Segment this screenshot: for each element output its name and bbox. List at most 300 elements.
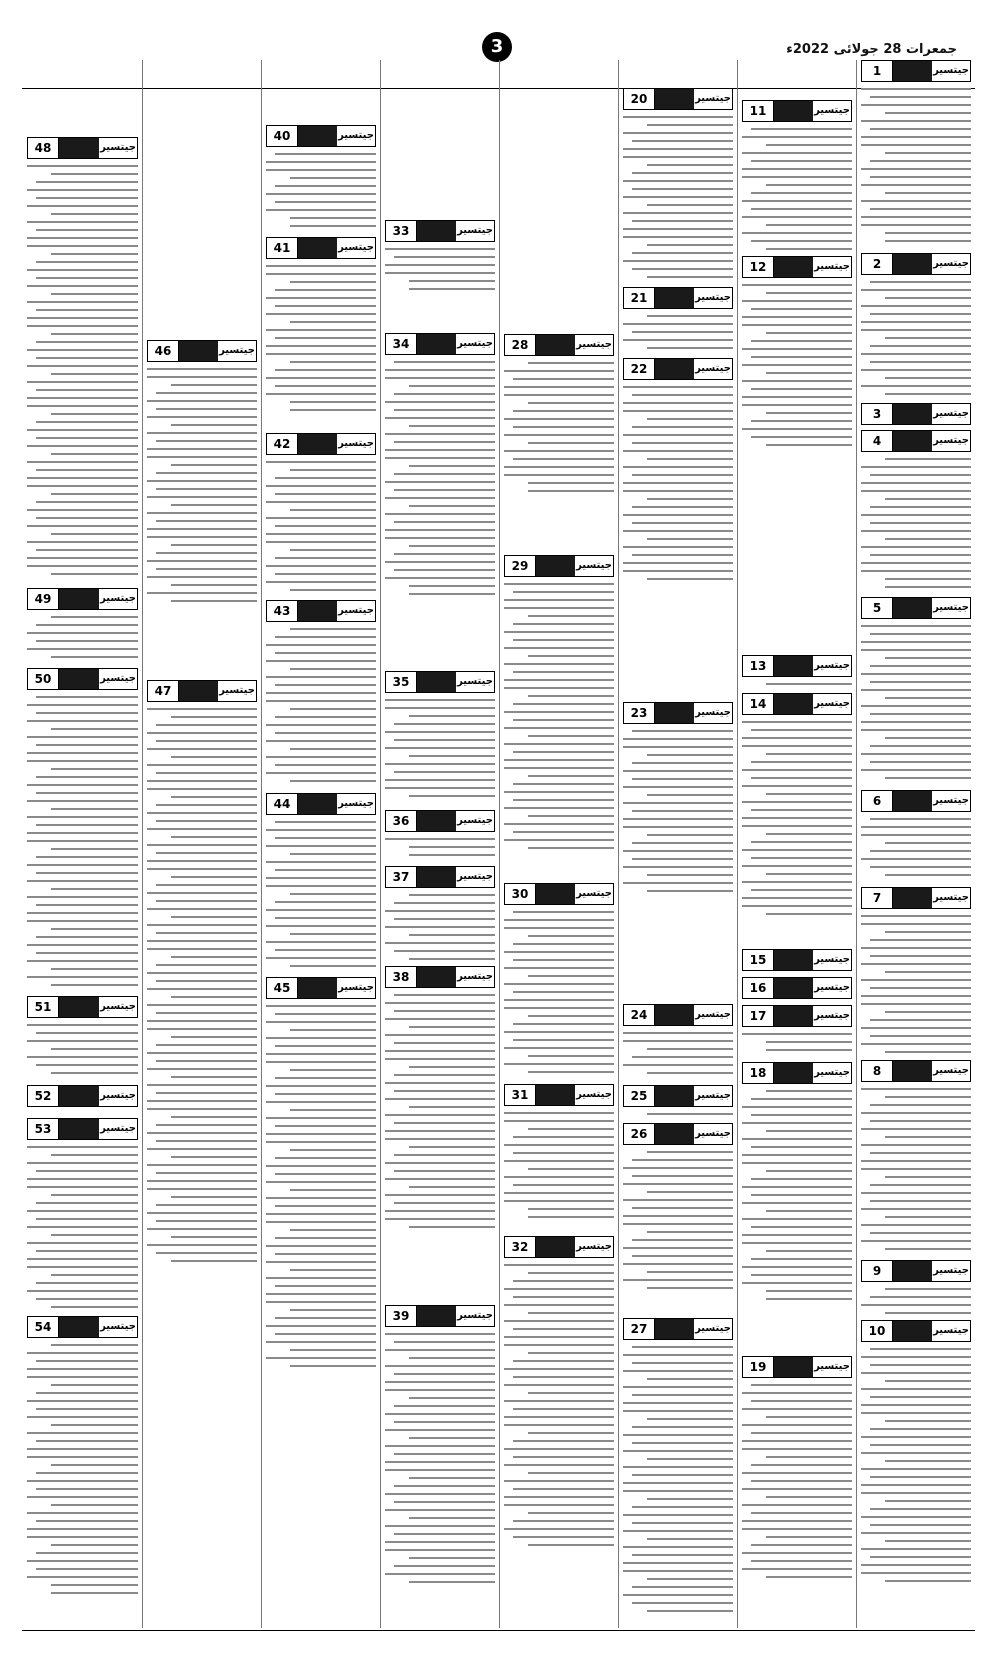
text-line bbox=[504, 687, 614, 689]
text-line bbox=[632, 1522, 733, 1524]
text-line bbox=[156, 1140, 257, 1142]
text-line bbox=[147, 1028, 257, 1030]
text-line bbox=[290, 589, 376, 591]
text-line bbox=[504, 663, 614, 665]
notice-number: 12 bbox=[743, 257, 774, 277]
notice-header bbox=[27, 1316, 138, 1338]
text-line bbox=[870, 1476, 971, 1478]
text-line bbox=[623, 746, 733, 748]
text-line bbox=[27, 1266, 138, 1268]
text-line bbox=[623, 850, 733, 852]
text-line bbox=[632, 810, 733, 812]
text-line bbox=[275, 573, 376, 575]
text-line bbox=[51, 1424, 138, 1426]
text-line bbox=[870, 128, 971, 130]
text-line bbox=[742, 1033, 852, 1035]
text-line bbox=[861, 834, 971, 836]
text-line bbox=[147, 456, 257, 458]
text-line bbox=[266, 1357, 376, 1359]
text-line bbox=[870, 745, 971, 747]
text-line bbox=[742, 348, 852, 350]
notice-text bbox=[742, 721, 852, 915]
text-line bbox=[742, 316, 852, 318]
text-line bbox=[394, 361, 495, 363]
text-line bbox=[36, 696, 138, 698]
notice-label: جیتسیر bbox=[813, 1063, 851, 1083]
notice-block bbox=[742, 1356, 852, 1584]
text-line bbox=[623, 490, 733, 492]
notice-number: 35 bbox=[386, 672, 417, 692]
text-line bbox=[528, 1216, 614, 1218]
notice-number: 45 bbox=[267, 978, 298, 998]
text-line bbox=[861, 321, 971, 323]
notice-header-bar bbox=[774, 978, 813, 998]
text-line bbox=[27, 461, 138, 463]
text-line bbox=[766, 1041, 852, 1043]
text-line bbox=[504, 1120, 614, 1122]
notice-number: 4 bbox=[862, 431, 893, 451]
notice-header-bar bbox=[655, 359, 694, 379]
text-line bbox=[275, 185, 376, 187]
notice-label: جیتسیر bbox=[932, 254, 970, 274]
text-line bbox=[147, 432, 257, 434]
text-line bbox=[742, 1392, 852, 1394]
notice-number: 41 bbox=[267, 238, 298, 258]
text-line bbox=[504, 418, 614, 420]
notice-label: جیتسیر bbox=[99, 1086, 137, 1106]
notice-header-bar bbox=[774, 950, 813, 970]
text-line bbox=[528, 1392, 614, 1394]
text-line bbox=[742, 216, 852, 218]
text-line bbox=[147, 860, 257, 862]
notice-label: جیتسیر bbox=[456, 334, 494, 354]
text-line bbox=[861, 769, 971, 771]
notice-label: جیتسیر bbox=[456, 867, 494, 887]
text-line bbox=[147, 536, 257, 538]
text-line bbox=[385, 1034, 495, 1036]
text-line bbox=[290, 1229, 376, 1231]
text-line bbox=[742, 1282, 852, 1284]
text-line bbox=[861, 1572, 971, 1574]
notice-block bbox=[385, 220, 495, 296]
text-line bbox=[647, 124, 733, 126]
text-line bbox=[27, 477, 138, 479]
notice-text bbox=[623, 315, 733, 349]
text-line bbox=[647, 1458, 733, 1460]
notice-block bbox=[742, 1005, 852, 1057]
text-line bbox=[266, 1061, 376, 1063]
text-line bbox=[632, 474, 733, 476]
text-line bbox=[504, 983, 614, 985]
text-line bbox=[766, 1250, 852, 1252]
notice-header-bar bbox=[417, 811, 456, 831]
text-line bbox=[751, 356, 852, 358]
notice-header bbox=[861, 60, 971, 82]
notice-header bbox=[861, 790, 971, 812]
text-line bbox=[513, 959, 614, 961]
notice-header-bar bbox=[774, 656, 813, 676]
text-line bbox=[275, 525, 376, 527]
text-line bbox=[766, 332, 852, 334]
text-line bbox=[290, 965, 376, 967]
notice-text bbox=[266, 153, 376, 227]
text-line bbox=[275, 557, 376, 559]
notice-header-bar bbox=[536, 556, 575, 576]
text-line bbox=[266, 1021, 376, 1023]
notice-label: جیتسیر bbox=[694, 703, 732, 723]
text-line bbox=[861, 562, 971, 564]
text-line bbox=[766, 1496, 852, 1498]
notice-header bbox=[385, 866, 495, 888]
text-line bbox=[36, 856, 138, 858]
text-line bbox=[742, 1234, 852, 1236]
text-line bbox=[861, 224, 971, 226]
text-line bbox=[623, 770, 733, 772]
notice-block bbox=[504, 334, 614, 498]
notice-block bbox=[861, 60, 971, 248]
text-line bbox=[394, 1154, 495, 1156]
text-line bbox=[147, 576, 257, 578]
text-line bbox=[623, 1183, 733, 1185]
text-line bbox=[623, 1402, 733, 1404]
notice-header bbox=[27, 996, 138, 1018]
notice-block bbox=[504, 1084, 614, 1224]
text-line bbox=[156, 884, 257, 886]
text-line bbox=[275, 917, 376, 919]
text-line bbox=[385, 401, 495, 403]
notice-label: جیتسیر bbox=[694, 1124, 732, 1144]
text-line bbox=[147, 812, 257, 814]
text-line bbox=[290, 509, 376, 511]
notice-header bbox=[623, 1085, 733, 1107]
text-line bbox=[147, 528, 257, 530]
text-line bbox=[51, 253, 138, 255]
text-line bbox=[266, 941, 376, 943]
notice-block bbox=[623, 1004, 733, 1080]
text-line bbox=[742, 1528, 852, 1530]
notice-block bbox=[623, 702, 733, 898]
text-line bbox=[275, 869, 376, 871]
text-line bbox=[394, 950, 495, 952]
text-line bbox=[647, 890, 733, 892]
text-line bbox=[51, 1464, 138, 1466]
text-line bbox=[861, 168, 971, 170]
text-line bbox=[147, 512, 257, 514]
text-line bbox=[266, 957, 376, 959]
text-line bbox=[156, 408, 257, 410]
notice-header-bar bbox=[536, 884, 575, 904]
text-line bbox=[27, 1226, 138, 1228]
text-line bbox=[409, 715, 495, 717]
text-line bbox=[27, 1528, 138, 1530]
text-line bbox=[409, 755, 495, 757]
text-line bbox=[171, 996, 257, 998]
text-line bbox=[36, 1520, 138, 1522]
text-line bbox=[870, 1364, 971, 1366]
text-line bbox=[290, 748, 376, 750]
notice-number: 51 bbox=[28, 997, 59, 1017]
text-line bbox=[147, 844, 257, 846]
text-line bbox=[266, 1277, 376, 1279]
text-line bbox=[513, 991, 614, 993]
text-line bbox=[27, 1368, 138, 1370]
text-line bbox=[27, 541, 138, 543]
notice-text bbox=[27, 165, 138, 575]
notice-number: 21 bbox=[624, 288, 655, 308]
text-line bbox=[504, 450, 614, 452]
notice-label: جیتسیر bbox=[694, 359, 732, 379]
notice-label: جیتسیر bbox=[932, 1261, 970, 1281]
text-line bbox=[51, 173, 138, 175]
text-line bbox=[290, 469, 376, 471]
text-line bbox=[513, 1328, 614, 1330]
notice-text bbox=[861, 1288, 971, 1314]
text-line bbox=[885, 586, 971, 588]
text-line bbox=[766, 1290, 852, 1292]
text-line bbox=[171, 1236, 257, 1238]
text-line bbox=[385, 1194, 495, 1196]
notice-block bbox=[27, 1118, 138, 1314]
notice-block bbox=[861, 403, 971, 428]
text-line bbox=[27, 397, 138, 399]
text-line bbox=[385, 942, 495, 944]
text-line bbox=[394, 409, 495, 411]
text-line bbox=[36, 1218, 138, 1220]
text-line bbox=[623, 1490, 733, 1492]
text-line bbox=[528, 935, 614, 937]
text-line bbox=[385, 1333, 495, 1335]
notice-block bbox=[266, 793, 376, 973]
text-line bbox=[885, 458, 971, 460]
text-line bbox=[766, 1090, 852, 1092]
text-line bbox=[513, 1488, 614, 1490]
text-line bbox=[266, 161, 376, 163]
text-line bbox=[266, 517, 376, 519]
text-line bbox=[528, 1352, 614, 1354]
notice-header bbox=[266, 977, 376, 999]
notice-label: جیتسیر bbox=[694, 288, 732, 308]
text-line bbox=[885, 1096, 971, 1098]
notice-header-bar bbox=[655, 1319, 694, 1339]
text-line bbox=[409, 585, 495, 587]
text-line bbox=[27, 1024, 138, 1026]
text-line bbox=[394, 1453, 495, 1455]
text-line bbox=[504, 466, 614, 468]
notice-block bbox=[266, 433, 376, 597]
notice-header bbox=[861, 1060, 971, 1082]
text-line bbox=[623, 1223, 733, 1225]
notice-number: 14 bbox=[743, 694, 774, 714]
text-line bbox=[632, 442, 733, 444]
text-line bbox=[409, 1026, 495, 1028]
notice-text bbox=[385, 894, 495, 960]
text-line bbox=[147, 764, 257, 766]
text-line bbox=[394, 473, 495, 475]
text-line bbox=[504, 951, 614, 953]
text-line bbox=[275, 1157, 376, 1159]
text-line bbox=[266, 313, 376, 315]
text-line bbox=[766, 793, 852, 795]
text-line bbox=[861, 729, 971, 731]
text-line bbox=[861, 1516, 971, 1518]
text-line bbox=[861, 1160, 971, 1162]
notice-text bbox=[504, 1264, 614, 1546]
text-line bbox=[394, 994, 495, 996]
text-line bbox=[861, 947, 971, 949]
text-line bbox=[290, 893, 376, 895]
text-line bbox=[861, 753, 971, 755]
text-line bbox=[742, 1424, 852, 1426]
text-line bbox=[36, 936, 138, 938]
text-line bbox=[528, 1208, 614, 1210]
text-line bbox=[266, 1085, 376, 1087]
notice-number: 26 bbox=[624, 1124, 655, 1144]
text-line bbox=[742, 897, 852, 899]
text-line bbox=[623, 1450, 733, 1452]
text-line bbox=[147, 892, 257, 894]
text-line bbox=[266, 209, 376, 211]
text-line bbox=[504, 1384, 614, 1386]
text-line bbox=[623, 339, 733, 341]
text-line bbox=[385, 763, 495, 765]
text-line bbox=[528, 1272, 614, 1274]
text-line bbox=[528, 815, 614, 817]
notice-block bbox=[266, 600, 376, 788]
text-line bbox=[385, 1365, 495, 1367]
text-line bbox=[266, 1261, 376, 1263]
text-line bbox=[290, 1109, 376, 1111]
notice-block bbox=[742, 1062, 852, 1306]
text-line bbox=[409, 1066, 495, 1068]
text-line bbox=[623, 1530, 733, 1532]
notice-label: جیتسیر bbox=[813, 101, 851, 121]
notice-number: 38 bbox=[386, 967, 417, 987]
text-line bbox=[385, 1549, 495, 1551]
text-line bbox=[504, 823, 614, 825]
text-line bbox=[861, 1240, 971, 1242]
text-line bbox=[885, 657, 971, 659]
notice-header bbox=[623, 88, 733, 110]
notice-text bbox=[27, 616, 138, 658]
text-line bbox=[27, 349, 138, 351]
text-line bbox=[861, 915, 971, 917]
notice-label: جیتسیر bbox=[337, 434, 375, 454]
text-line bbox=[409, 545, 495, 547]
text-line bbox=[870, 1524, 971, 1526]
text-line bbox=[742, 136, 852, 138]
notice-label: جیتسیر bbox=[932, 431, 970, 451]
text-line bbox=[861, 1003, 971, 1005]
text-line bbox=[861, 1564, 971, 1566]
text-line bbox=[409, 1357, 495, 1359]
text-line bbox=[513, 639, 614, 641]
text-line bbox=[742, 1106, 852, 1108]
text-line bbox=[623, 570, 733, 572]
notice-label: جیتسیر bbox=[813, 257, 851, 277]
text-line bbox=[861, 1144, 971, 1146]
text-line bbox=[885, 1288, 971, 1290]
text-line bbox=[266, 1213, 376, 1215]
text-line bbox=[623, 546, 733, 548]
notice-text bbox=[147, 708, 257, 1262]
text-line bbox=[385, 1058, 495, 1060]
text-line bbox=[394, 1373, 495, 1375]
text-line bbox=[36, 1488, 138, 1490]
text-line bbox=[751, 1544, 852, 1546]
text-line bbox=[742, 1448, 852, 1450]
text-line bbox=[385, 707, 495, 709]
text-line bbox=[504, 647, 614, 649]
text-line bbox=[623, 1263, 733, 1265]
text-line bbox=[623, 562, 733, 564]
notice-header-bar bbox=[417, 334, 456, 354]
text-line bbox=[147, 1020, 257, 1022]
text-line bbox=[27, 445, 138, 447]
text-line bbox=[504, 967, 614, 969]
text-line bbox=[504, 1112, 614, 1114]
text-line bbox=[504, 1200, 614, 1202]
text-line bbox=[742, 825, 852, 827]
text-line bbox=[51, 616, 138, 618]
text-line bbox=[385, 1082, 495, 1084]
text-line bbox=[861, 1356, 971, 1358]
notice-text bbox=[861, 625, 971, 779]
text-line bbox=[504, 1031, 614, 1033]
text-line bbox=[266, 676, 376, 678]
text-line bbox=[156, 1092, 257, 1094]
text-line bbox=[861, 120, 971, 122]
notice-header-bar bbox=[417, 967, 456, 987]
text-line bbox=[394, 1170, 495, 1172]
text-line bbox=[504, 1160, 614, 1162]
notice-number: 47 bbox=[148, 681, 179, 701]
text-line bbox=[647, 164, 733, 166]
text-line bbox=[36, 1408, 138, 1410]
text-line bbox=[632, 1426, 733, 1428]
notice-label: جیتسیر bbox=[813, 978, 851, 998]
text-line bbox=[171, 424, 257, 426]
notice-header bbox=[385, 1305, 495, 1327]
notice-block bbox=[266, 977, 376, 1373]
text-line bbox=[742, 1162, 852, 1164]
text-line bbox=[290, 1069, 376, 1071]
text-line bbox=[766, 1170, 852, 1172]
text-line bbox=[27, 165, 138, 167]
text-line bbox=[861, 490, 971, 492]
text-line bbox=[27, 1480, 138, 1482]
text-line bbox=[36, 437, 138, 439]
text-line bbox=[528, 1128, 614, 1130]
text-line bbox=[513, 1520, 614, 1522]
text-line bbox=[385, 1381, 495, 1383]
text-line bbox=[623, 260, 733, 262]
text-line bbox=[885, 1500, 971, 1502]
text-line bbox=[171, 544, 257, 546]
text-line bbox=[513, 1039, 614, 1041]
notice-block bbox=[385, 671, 495, 803]
text-line bbox=[36, 1202, 138, 1204]
text-line bbox=[171, 1156, 257, 1158]
notice-text bbox=[266, 821, 376, 967]
text-line bbox=[51, 968, 138, 970]
text-line bbox=[504, 711, 614, 713]
text-line bbox=[623, 132, 733, 134]
notice-header bbox=[742, 100, 852, 122]
notice-block bbox=[742, 256, 852, 452]
text-line bbox=[266, 845, 376, 847]
notice-text bbox=[385, 361, 495, 595]
text-line bbox=[266, 1221, 376, 1223]
